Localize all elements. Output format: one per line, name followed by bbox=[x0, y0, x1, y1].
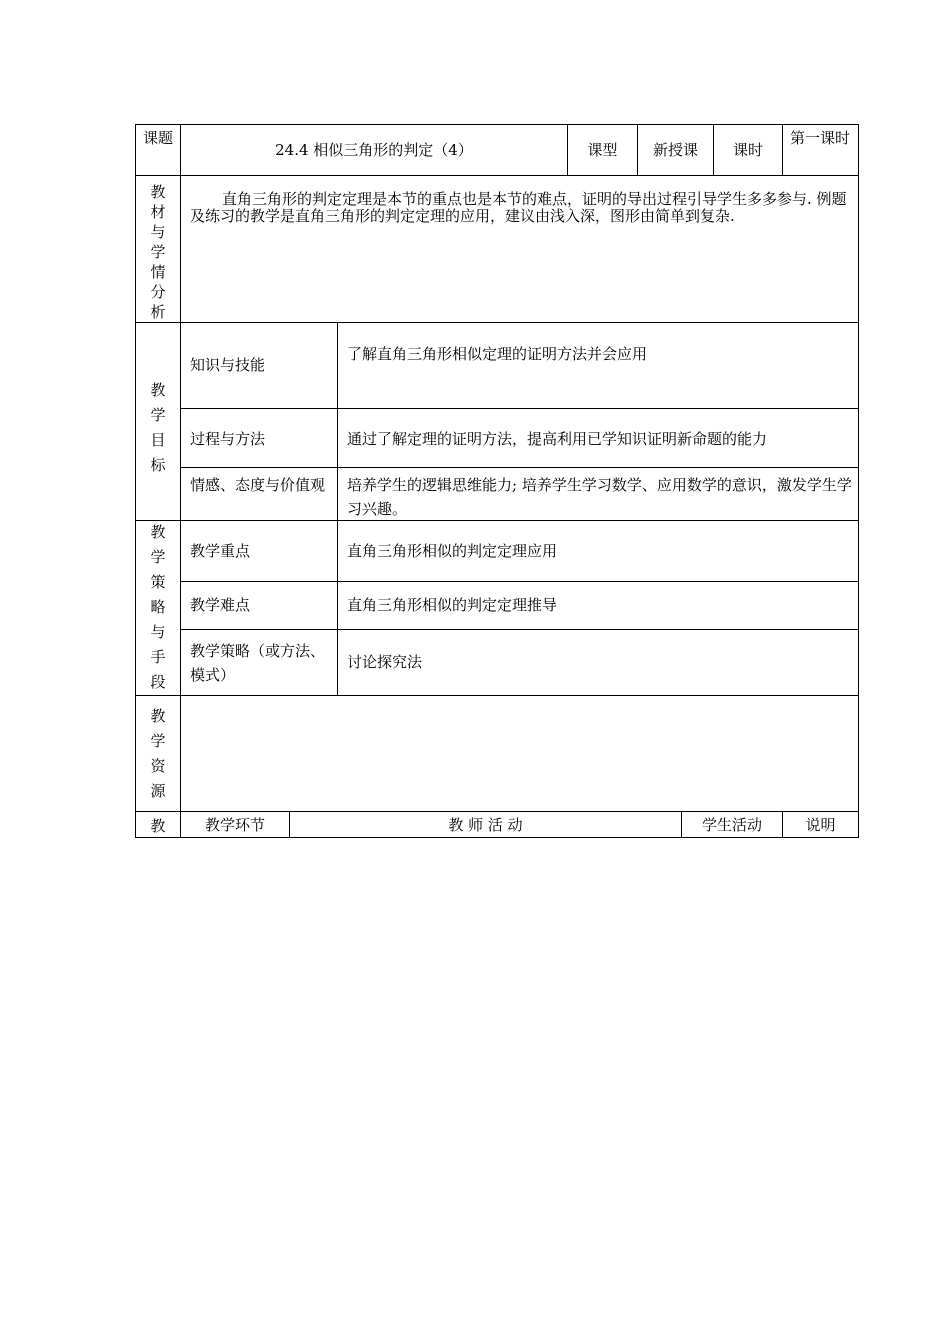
goal-knowledge-label: 知识与技能 bbox=[190, 356, 266, 374]
label-keshi: 课时 bbox=[732, 141, 763, 159]
goal-knowledge-text: 了解直角三角形相似定理的证明方法并会应用 bbox=[347, 345, 648, 363]
label-analysis: 教材与学情分析 bbox=[150, 183, 166, 321]
lesson-title: 24.4 相似三角形的判定（4） bbox=[275, 141, 473, 159]
label-kexing: 课型 bbox=[587, 141, 618, 159]
method-text: 讨论探究法 bbox=[347, 653, 423, 671]
strategy-sep-1 bbox=[180, 581, 859, 582]
label-strategy: 教学策略与手段 bbox=[150, 523, 166, 691]
col-note-header: 说明 bbox=[805, 816, 836, 834]
goal-attitude-text: 培养学生的逻辑思维能力; 培养学生学习数学、应用数学的意识，激发学生学习兴趣。 bbox=[347, 476, 852, 518]
row-sep-5 bbox=[135, 811, 859, 812]
goal-attitude-label: 情感、态度与价值观 bbox=[190, 476, 326, 494]
label-goals: 教学目标 bbox=[150, 381, 166, 474]
method-label: 教学策略（或方法、模式） bbox=[190, 642, 326, 684]
label-resources: 教学资源 bbox=[150, 707, 166, 800]
row-sep-2 bbox=[135, 322, 859, 323]
goals-sep-1 bbox=[180, 408, 859, 409]
table-border-left bbox=[135, 124, 136, 838]
difficulty-text: 直角三角形相似的判定定理推导 bbox=[347, 596, 558, 614]
key-point-text: 直角三角形相似的判定定理应用 bbox=[347, 542, 558, 560]
keshi-value: 第一课时 bbox=[789, 129, 850, 147]
label-keti: 课题 bbox=[142, 129, 173, 147]
header-sep-4 bbox=[782, 124, 783, 176]
col-sep-sublabel bbox=[337, 322, 338, 696]
row-sep-4 bbox=[135, 695, 859, 696]
table-border-right bbox=[858, 124, 859, 838]
goal-process-text: 通过了解定理的证明方法，提高利用已学知识证明新命题的能力 bbox=[347, 430, 768, 448]
label-process: 教 bbox=[150, 817, 166, 835]
goals-sep-2 bbox=[180, 467, 859, 468]
strategy-sep-2 bbox=[180, 629, 859, 630]
key-point-label: 教学重点 bbox=[190, 542, 251, 560]
table-border-top bbox=[135, 124, 859, 125]
table-border-bottom bbox=[135, 837, 859, 838]
difficulty-label: 教学难点 bbox=[190, 596, 251, 614]
col-student-header: 学生活动 bbox=[701, 816, 762, 834]
analysis-text: 直角三角形的判定定理是本节的重点也是本节的难点，证明的导出过程引导学生多多参与. 例题及练习的教学是直角三角形的判定定理的应用，建议由浅入深，图形由简单到复杂. bbox=[190, 190, 847, 225]
row-sep-1 bbox=[135, 175, 859, 176]
col-teacher-header: 教 师 活 动 bbox=[448, 816, 523, 834]
col-stage-header: 教学环节 bbox=[204, 816, 265, 834]
goal-process-label: 过程与方法 bbox=[190, 430, 266, 448]
kexing-value: 新授课 bbox=[652, 141, 698, 159]
col-sep-label bbox=[180, 124, 181, 838]
